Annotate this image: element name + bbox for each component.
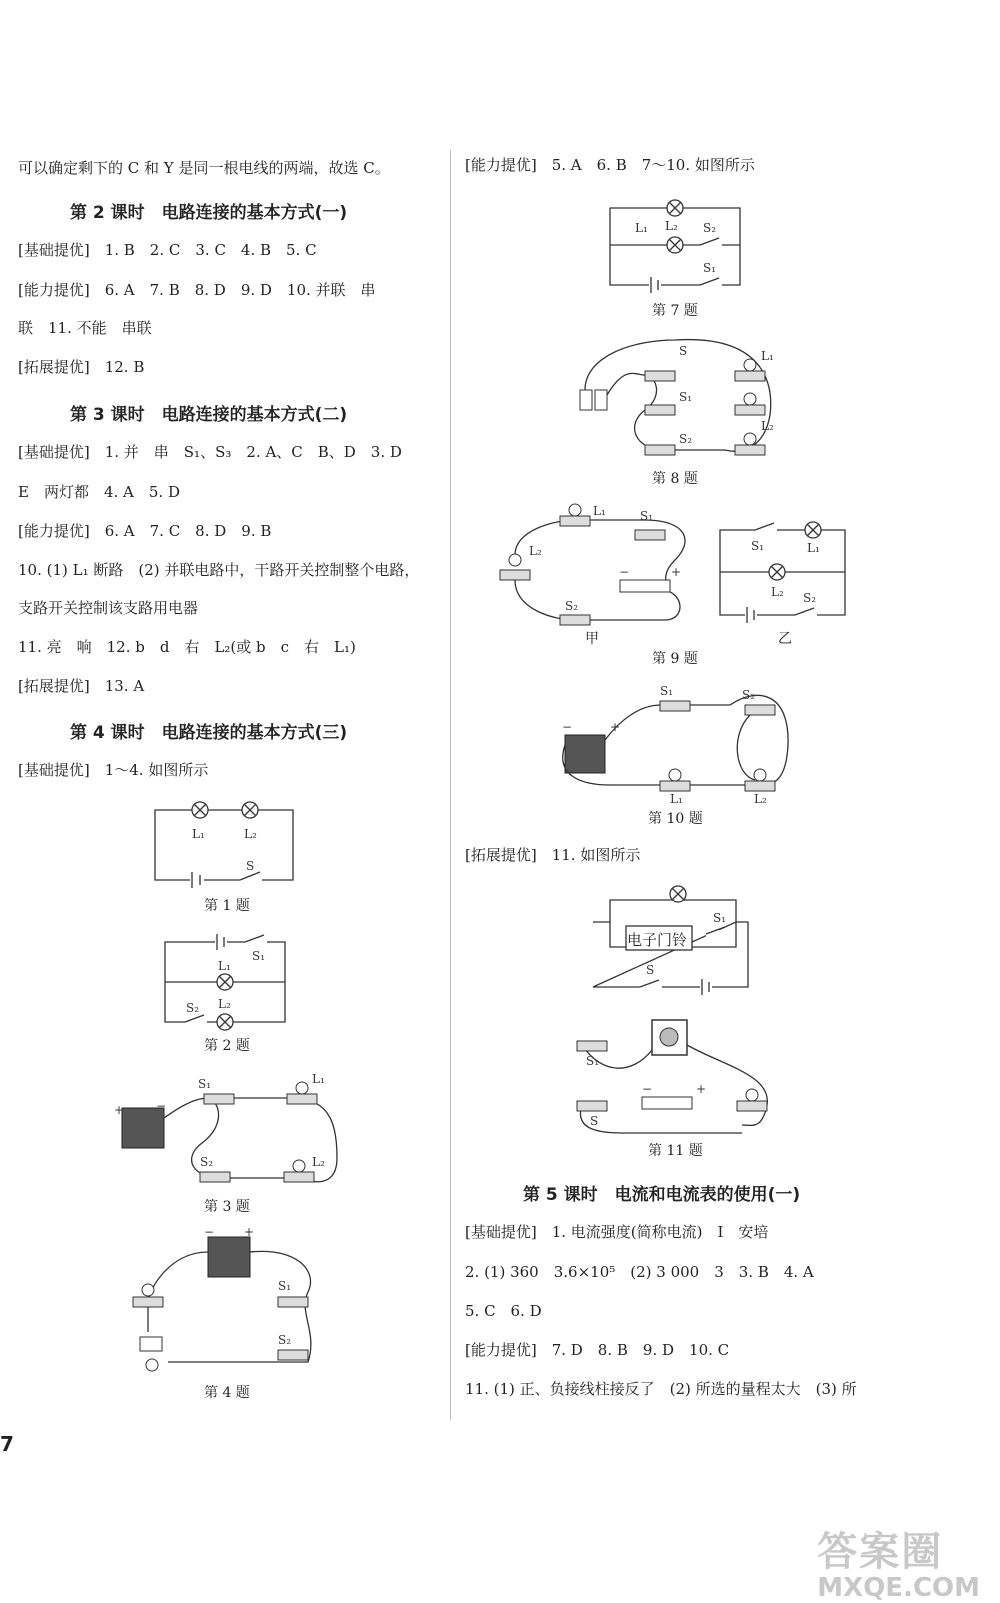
fig2-S1-label: S₁ — [252, 949, 266, 963]
fig10-S2-label: S₂ — [742, 688, 756, 702]
fig10-L1-label: L₁ — [670, 792, 683, 806]
lesson5-line1: [基础提优] 1. 电流强度(简称电流) I 安培 — [465, 1223, 769, 1241]
caption-fig7: 第 7 题 — [652, 303, 698, 319]
caption-fig4: 第 4 题 — [204, 1385, 250, 1401]
fig10-L2-label: L₂ — [754, 792, 767, 806]
fig3-L2-label: L₂ — [312, 1155, 325, 1169]
fig9a-minus-label: − — [619, 565, 630, 579]
fig3-plus-label: + — [114, 1103, 125, 1117]
lesson3-line1: [基础提优] 1. 并 串 S₁、S₃ 2. A、C B、D 3. D — [18, 443, 402, 461]
caption-fig1: 第 1 题 — [204, 898, 250, 914]
lesson5-line3: 5. C 6. D — [465, 1302, 542, 1320]
fig7-L2-label: L₂ — [665, 219, 678, 233]
figure-11-circuit-physical — [572, 1015, 782, 1135]
figure-2-circuit — [160, 932, 290, 1032]
fig7-S2-label: S₂ — [703, 221, 717, 235]
fig3-S1-label: S₁ — [198, 1077, 212, 1091]
fig11-S1-label: S₁ — [713, 911, 727, 925]
caption-fig8: 第 8 题 — [652, 471, 698, 487]
intro-line: 可以确定剩下的 C 和 Y 是同一根电线的两端，故选 C。 — [18, 159, 390, 177]
fig7-L1-label: L₁ — [635, 221, 648, 235]
fig9b-S1-label: S₁ — [751, 539, 765, 553]
fig1-L1-label: L₁ — [192, 827, 205, 841]
caption-fig2: 第 2 题 — [204, 1038, 250, 1054]
figure-4-circuit — [128, 1225, 328, 1377]
lesson2-line1: [基础提优] 1. B 2. C 3. C 4. B 5. C — [18, 241, 317, 259]
fig8-S1-label: S₁ — [679, 390, 693, 404]
lesson3-line4: 10. (1) L₁ 断路 (2) 并联电路中，干路开关控制整个电路， — [18, 561, 420, 579]
fig11b-S-label: S — [590, 1114, 599, 1128]
lesson3-line5: 支路开关控制该支路用电器 — [18, 599, 199, 617]
fig9a-plus-label: + — [671, 565, 682, 579]
caption-fig9-jia: 甲 — [585, 631, 599, 647]
fig9b-L1-label: L₁ — [807, 541, 820, 555]
fig9a-S1-label: S₁ — [640, 509, 654, 523]
fig11b-plus-label: + — [696, 1082, 707, 1096]
fig4-S1-label: S₁ — [278, 1279, 292, 1293]
fig2-S2-label: S₂ — [186, 1001, 200, 1015]
fig10-plus-label: + — [610, 720, 621, 734]
fig1-S-label: S — [246, 859, 255, 873]
fig4-plus-label: + — [244, 1225, 255, 1239]
lesson5-line4: [能力提优] 7. D 8. B 9. D 10. C — [465, 1341, 730, 1359]
fig7-S1-label: S₁ — [703, 261, 717, 275]
lesson2-line4: [拓展提优] 12. B — [18, 358, 145, 376]
fig10-S1-label: S₁ — [660, 684, 674, 698]
figure-7-circuit — [605, 200, 745, 290]
fig8-S2-label: S₂ — [679, 432, 693, 446]
caption-fig11: 第 11 题 — [648, 1143, 703, 1159]
lesson3-line7: [拓展提优] 13. A — [18, 677, 145, 695]
fig2-L1-label: L₁ — [218, 959, 231, 973]
fig10-minus-label: − — [562, 720, 573, 734]
column-divider — [450, 150, 451, 1420]
lesson3-line3: [能力提优] 6. A 7. C 8. D 9. B — [18, 522, 272, 540]
fig2-L2-label: L₂ — [218, 997, 231, 1011]
figure-9b-circuit — [715, 520, 850, 620]
lesson5-line5: 11. (1) 正、负接线柱接反了 (2) 所选的量程太大 (3) 所 — [465, 1380, 857, 1398]
caption-fig3: 第 3 题 — [204, 1199, 250, 1215]
lesson2-title: 第 2 课时 电路连接的基本方式(一) — [70, 203, 348, 223]
watermark-bottom: MXQE.COM — [817, 1573, 980, 1603]
right-line1: [能力提优] 5. A 6. B 7～10. 如图所示 — [465, 156, 755, 174]
fig1-L2-label: L₂ — [244, 827, 257, 841]
fig11b-minus-label: − — [642, 1082, 653, 1096]
fig9a-L2-label: L₂ — [529, 544, 542, 558]
fig8-L2-label: L₂ — [761, 419, 774, 433]
watermark-top: 答案圈 — [817, 1529, 944, 1575]
lesson4-title: 第 4 课时 电路连接的基本方式(三) — [70, 723, 348, 743]
figure-1-circuit — [150, 800, 300, 890]
fig11-S-label: S — [646, 963, 655, 977]
lesson3-line2: E 两灯都 4. A 5. D — [18, 483, 180, 501]
lesson3-title: 第 3 课时 电路连接的基本方式(二) — [70, 405, 348, 425]
figure-3-circuit — [112, 1068, 342, 1193]
lesson2-line2: [能力提优] 6. A 7. B 8. D 9. D 10. 并联 串 — [18, 281, 376, 299]
caption-fig9-yi: 乙 — [778, 631, 792, 647]
lesson5-title: 第 5 课时 电流和电流表的使用(一) — [523, 1185, 801, 1205]
fig4-S2-label: S₂ — [278, 1333, 292, 1347]
lesson3-line6: 11. 亮 响 12. b d 右 L₂(或 b c 右 L₁) — [18, 638, 356, 656]
figure-9a-circuit — [495, 500, 695, 625]
fig9b-L2-label: L₂ — [771, 585, 784, 599]
fig9b-S2-label: S₂ — [803, 591, 817, 605]
doorbell-label: 电子门铃 — [627, 931, 688, 949]
page-number: 7 — [0, 1432, 14, 1456]
right-line2: [拓展提优] 11. 如图所示 — [465, 846, 641, 864]
fig4-minus-label: − — [204, 1225, 215, 1239]
fig3-minus-label: − — [156, 1099, 167, 1113]
fig8-L1-label: L₁ — [761, 349, 774, 363]
lesson5-line2: 2. (1) 360 3.6×10⁵ (2) 3 000 3 3. B 4. A — [465, 1263, 814, 1281]
fig11b-S1-label: S₁ — [586, 1054, 600, 1068]
watermark — [817, 1520, 980, 1603]
lesson4-line1: [基础提优] 1～4. 如图所示 — [18, 761, 209, 779]
caption-fig10: 第 10 题 — [648, 811, 703, 827]
fig8-S-label: S — [679, 344, 688, 358]
figure-10-circuit — [560, 684, 800, 806]
fig3-S2-label: S₂ — [200, 1155, 214, 1169]
lesson2-line3: 联 11. 不能 串联 — [18, 319, 152, 337]
fig3-L1-label: L₁ — [312, 1072, 325, 1086]
fig9a-L1-label: L₁ — [593, 504, 606, 518]
fig9a-S2-label: S₂ — [565, 599, 579, 613]
figure-8-circuit — [575, 335, 785, 465]
caption-fig9: 第 9 题 — [652, 651, 698, 667]
